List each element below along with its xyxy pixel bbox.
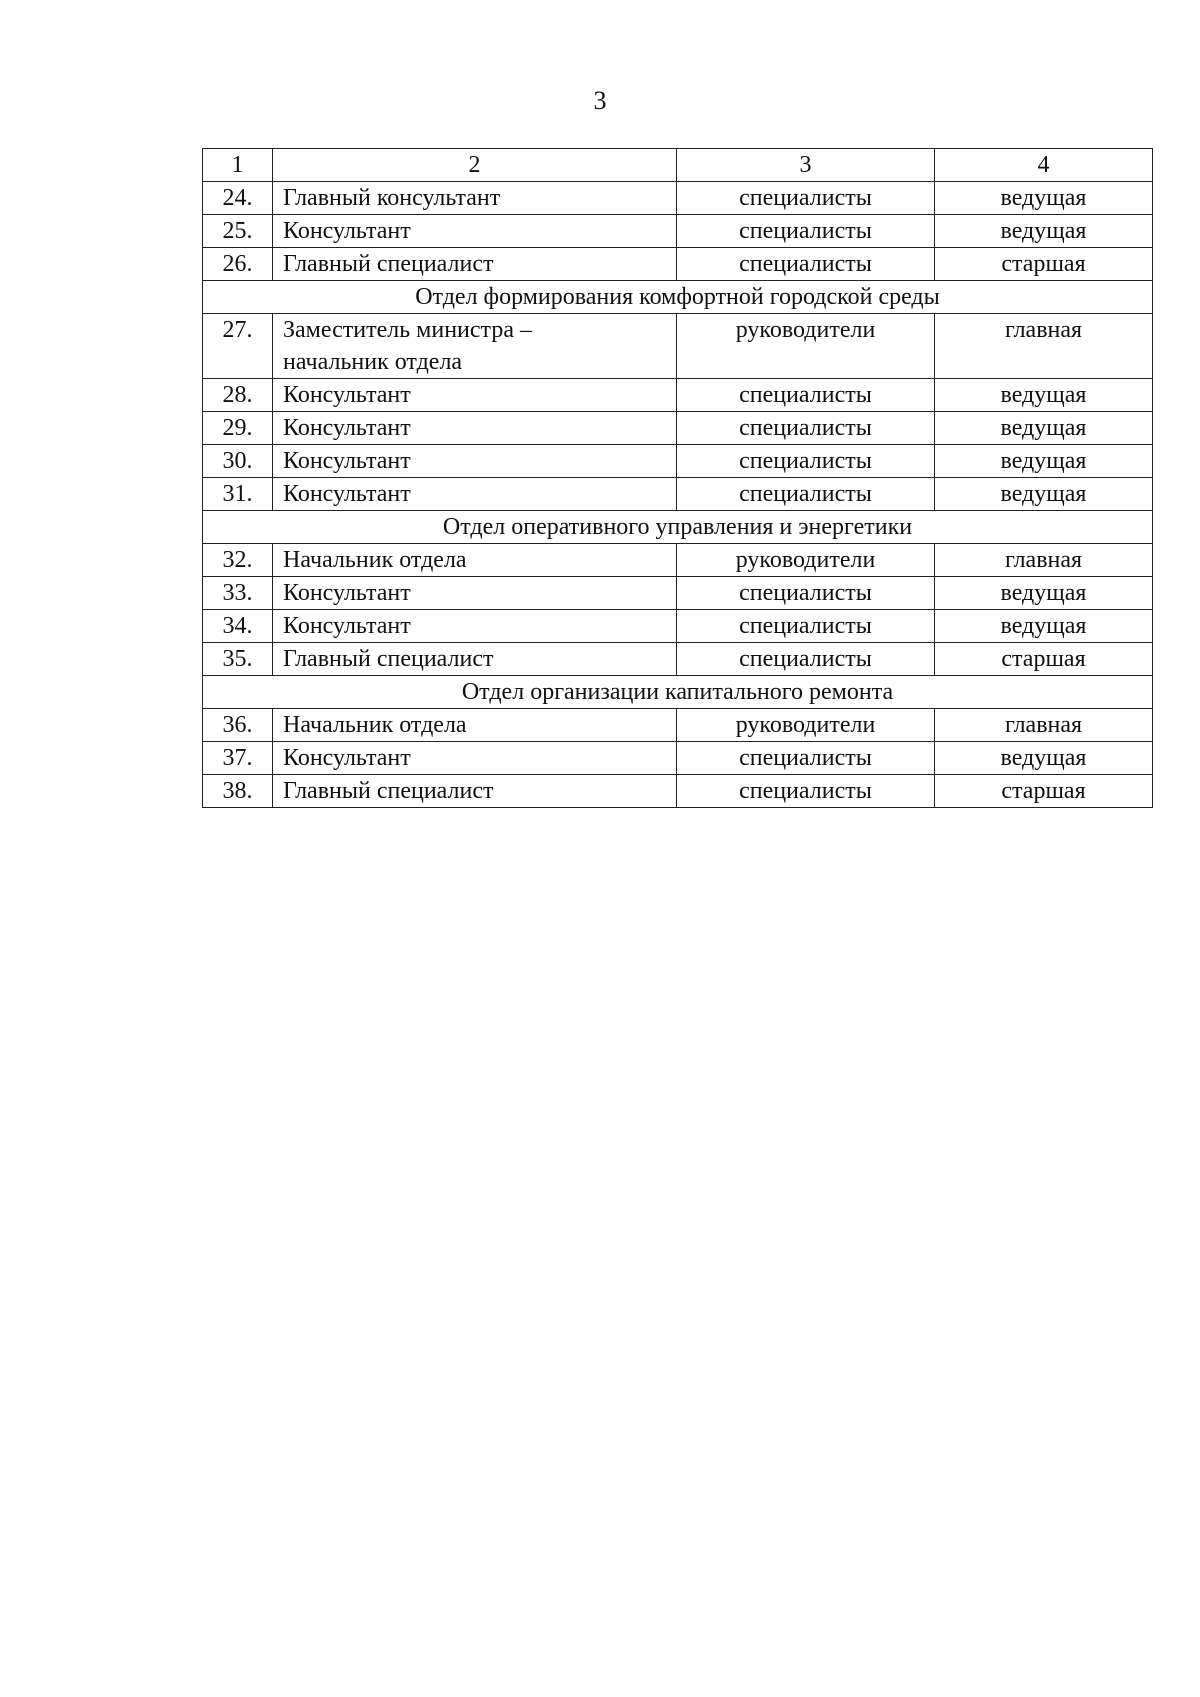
position-group: главная [935, 709, 1153, 742]
position-category: специалисты [677, 182, 935, 215]
row-number: 31. [203, 478, 273, 511]
position-category: руководители [677, 314, 935, 379]
table-row [203, 775, 1153, 808]
position-name-line-1: Заместитель министра – [283, 317, 532, 343]
column-number-row [203, 149, 1153, 182]
row-number: 37. [203, 742, 273, 775]
table-row [203, 182, 1153, 215]
row-number: 32. [203, 544, 273, 577]
row-number: 38. [203, 775, 273, 808]
section-title: Отдел формирования комфортной городской среды [203, 281, 1153, 314]
page-number: 3 [593, 86, 607, 115]
table-row [203, 215, 1153, 248]
position-group: главная [935, 314, 1153, 379]
position-category: специалисты [677, 445, 935, 478]
row-number: 29. [203, 412, 273, 445]
position-group: ведущая [935, 478, 1153, 511]
position-name: Консультант [273, 577, 677, 610]
row-number: 35. [203, 643, 273, 676]
position-group: ведущая [935, 215, 1153, 248]
row-number: 28. [203, 379, 273, 412]
position-name: Консультант [273, 379, 677, 412]
position-group: ведущая [935, 577, 1153, 610]
table-row [203, 610, 1153, 643]
row-number: 34. [203, 610, 273, 643]
position-category: специалисты [677, 775, 935, 808]
position-group: ведущая [935, 182, 1153, 215]
position-name: Консультант [273, 412, 677, 445]
table-row [203, 577, 1153, 610]
position-category: специалисты [677, 577, 935, 610]
position-group: старшая [935, 775, 1153, 808]
position-name: Консультант [273, 610, 677, 643]
position-name: Главный специалист [273, 643, 677, 676]
table-row [203, 478, 1153, 511]
position-category: специалисты [677, 643, 935, 676]
position-group: ведущая [935, 412, 1153, 445]
table-row [203, 709, 1153, 742]
position-name: Главный консультант [273, 182, 677, 215]
position-name: Консультант [273, 215, 677, 248]
section-row [203, 676, 1153, 709]
row-number: 33. [203, 577, 273, 610]
position-group: старшая [935, 643, 1153, 676]
section-row [203, 281, 1153, 314]
position-category: специалисты [677, 379, 935, 412]
position-name: Консультант [273, 742, 677, 775]
column-number-4: 4 [935, 149, 1153, 182]
row-number: 30. [203, 445, 273, 478]
position-category: специалисты [677, 412, 935, 445]
position-group: ведущая [935, 379, 1153, 412]
position-name: Консультант [273, 445, 677, 478]
table-row [203, 248, 1153, 281]
column-number-3: 3 [677, 149, 935, 182]
position-name: Главный специалист [273, 775, 677, 808]
position-category: специалисты [677, 610, 935, 643]
positions-table [202, 148, 1153, 808]
row-number: 26. [203, 248, 273, 281]
position-category: специалисты [677, 248, 935, 281]
position-name: Начальник отдела [273, 709, 677, 742]
table-row [203, 379, 1153, 412]
column-number-1: 1 [203, 149, 273, 182]
row-number: 27. [203, 314, 273, 379]
position-category: специалисты [677, 215, 935, 248]
position-category: специалисты [677, 478, 935, 511]
row-number: 25. [203, 215, 273, 248]
position-name: Начальник отдела [273, 544, 677, 577]
position-category: руководители [677, 544, 935, 577]
position-group: главная [935, 544, 1153, 577]
position-group: старшая [935, 248, 1153, 281]
position-group: ведущая [935, 742, 1153, 775]
table-row [203, 314, 1153, 379]
section-title: Отдел оперативного управления и энергетики [203, 511, 1153, 544]
section-row [203, 511, 1153, 544]
position-group: ведущая [935, 445, 1153, 478]
position-name: Главный специалист [273, 248, 677, 281]
table-row [203, 445, 1153, 478]
section-title: Отдел организации капитального ремонта [203, 676, 1153, 709]
table-row [203, 643, 1153, 676]
row-number: 24. [203, 182, 273, 215]
table-row [203, 412, 1153, 445]
table-row [203, 544, 1153, 577]
position-group: ведущая [935, 610, 1153, 643]
column-number-2: 2 [273, 149, 677, 182]
position-name: Консультант [273, 478, 677, 511]
position-category: руководители [677, 709, 935, 742]
table-row [203, 742, 1153, 775]
position-name [273, 314, 677, 379]
row-number: 36. [203, 709, 273, 742]
position-category: специалисты [677, 742, 935, 775]
position-name-line-2: начальник отдела [283, 349, 463, 375]
